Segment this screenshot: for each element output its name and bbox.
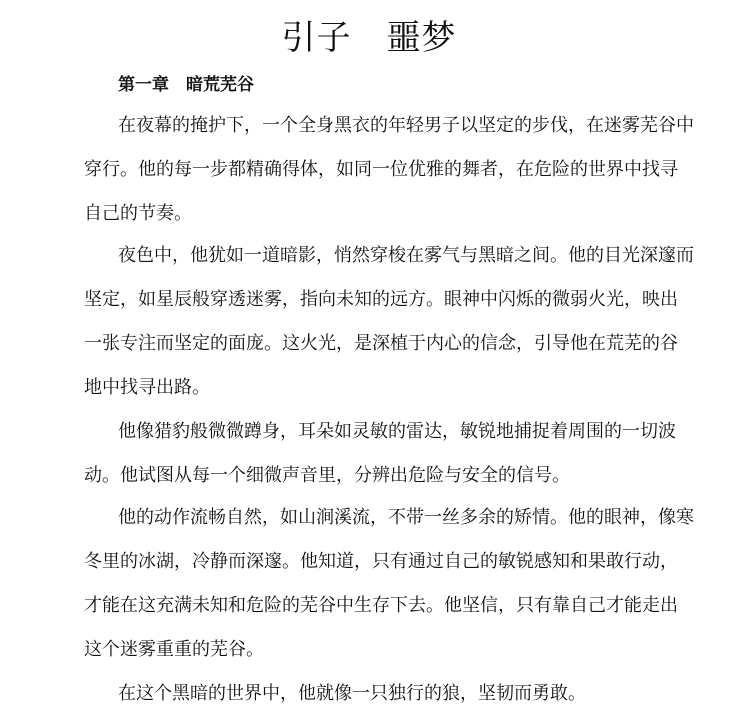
chapter-heading: 第一章 暗荒芜谷	[118, 75, 254, 95]
paragraph-1: 在夜幕的掩护下，一个全身黑衣的年轻男子以坚定的步伐，在迷雾芜谷中穿行。他的每一步都精确得体，如同一位优雅的舞者，在危险的世界中找寻自己的节奏。	[84, 115, 694, 224]
paragraph-2: 夜色中，他犹如一道暗影，悄然穿梭在雾气与黑暗之间。他的目光深邃而坚定，如星辰般穿透迷雾，指向未知的远方。眼神中闪烁的微弱火光，映出一张专注而坚定的面庞。这火光，是深植于内心的信念，引导他在荒芜的谷地中找寻出路。	[84, 245, 694, 398]
paragraph-3: 他像猎豹般微微蹲身，耳朵如灵敏的雷达，敏锐地捕捉着周围的一切波动。他试图从每一个细微声音里，分辨出危险与安全的信号。	[84, 421, 676, 486]
page-title: 引子 噩梦	[281, 18, 457, 58]
paragraph-4: 他的动作流畅自然，如山涧溪流，不带一丝多余的矫情。他的眼神，像寒冬里的冰湖，冷静而深邃。他知道，只有通过自己的敏锐感知和果敢行动，才能在这充满未知和危险的芜谷中生存下去。他坚信，只有靠自己才能走出这个迷雾重重的芜谷。	[84, 507, 694, 660]
paragraph-5: 在这个黑暗的世界中，他就像一只独行的狼，坚韧而勇敢。	[118, 683, 586, 704]
